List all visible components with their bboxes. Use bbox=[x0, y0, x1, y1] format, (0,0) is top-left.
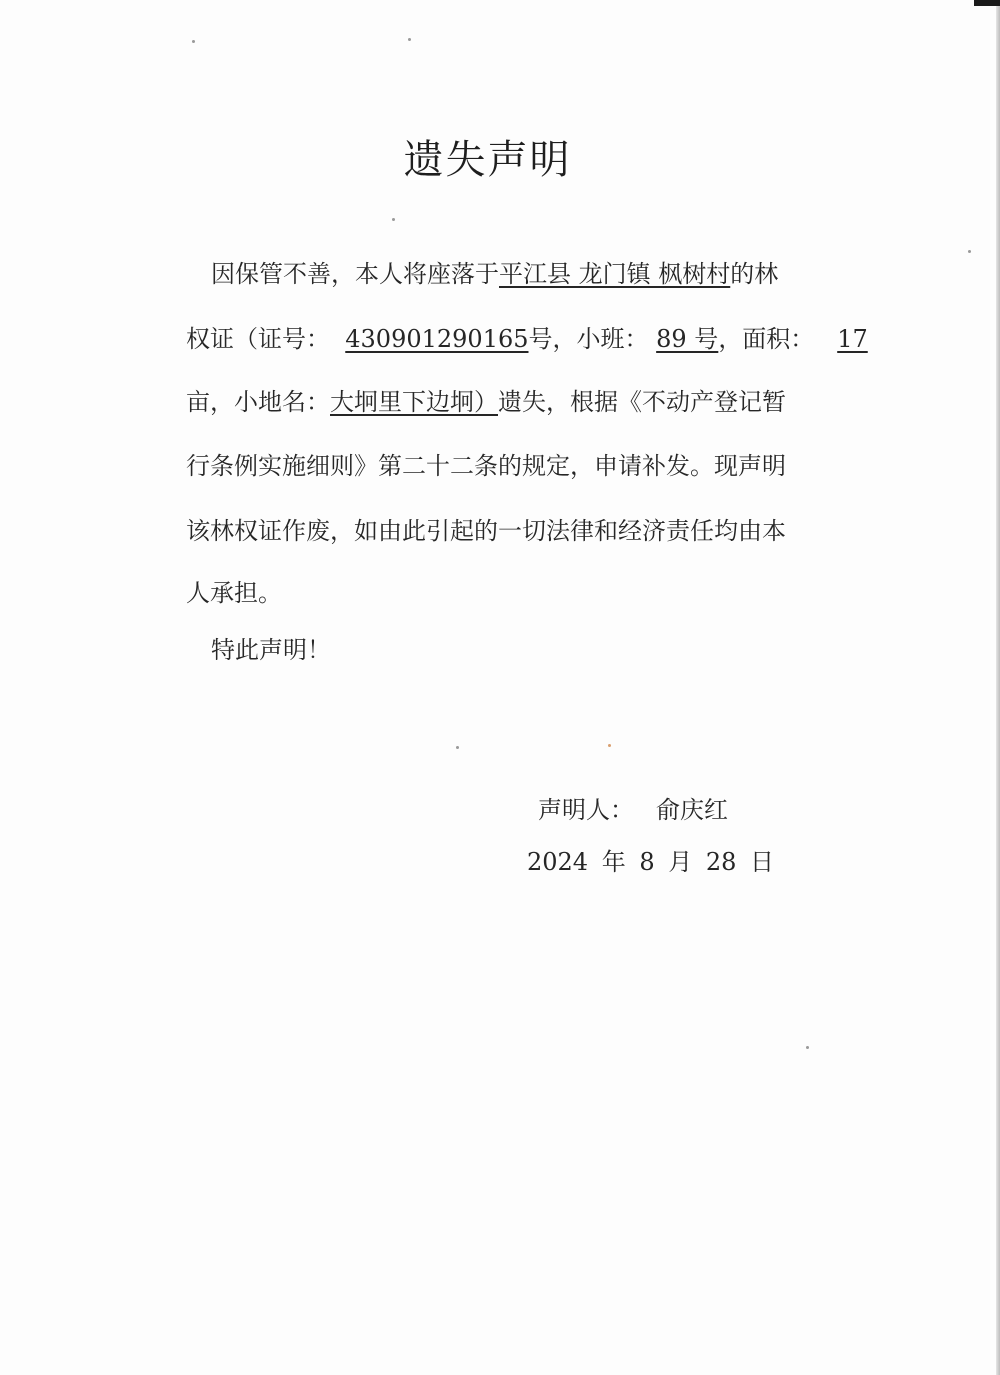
signature-date: 2024 年 8 月 28 日 bbox=[527, 848, 775, 876]
body-line-5: 该林权证作废，如由此引起的一切法律和经济责任均由本 bbox=[186, 517, 786, 545]
location-field: 平江县 龙门镇 枫树村 bbox=[499, 260, 731, 288]
scan-speck bbox=[192, 40, 195, 43]
area-field: 17 bbox=[837, 325, 868, 353]
place-name-field: 大坰里下边坰） bbox=[330, 388, 498, 416]
body-text: 遗失，根据《不动产登记暂 bbox=[498, 388, 786, 416]
certificate-number-field: 430901290165 bbox=[345, 325, 529, 353]
body-line-4: 行条例实施细则》第二十二条的规定，申请补发。现声明 bbox=[186, 452, 786, 480]
scan-edge bbox=[996, 0, 1000, 1375]
body-text: 因保管不善，本人将座落于 bbox=[211, 260, 499, 288]
body-line-6: 人承担。 bbox=[186, 579, 282, 607]
subcompartment-field: 89 号 bbox=[656, 325, 719, 353]
scan-speck bbox=[968, 250, 971, 253]
scan-speck bbox=[456, 746, 459, 749]
body-line-3 bbox=[186, 387, 786, 417]
scan-speck bbox=[392, 218, 395, 221]
body-text: 权证（证号： bbox=[186, 325, 330, 353]
document-title: 遗失声明 bbox=[403, 137, 572, 183]
body-text: 的林 bbox=[730, 260, 779, 288]
signature-label: 声明人： bbox=[538, 796, 634, 824]
scan-speck bbox=[408, 38, 411, 41]
body-line-2 bbox=[186, 324, 868, 354]
body-line-1 bbox=[211, 259, 778, 289]
body-text: 号，小班： bbox=[528, 325, 649, 353]
body-text: ，面积： bbox=[718, 325, 815, 353]
scan-mark bbox=[974, 0, 1000, 6]
scan-speck bbox=[806, 1046, 809, 1049]
body-text: 亩，小地名： bbox=[186, 388, 330, 416]
closing-statement: 特此声明！ bbox=[211, 636, 331, 664]
scan-speck bbox=[608, 744, 611, 747]
signature-name: 俞庆红 bbox=[656, 796, 728, 824]
